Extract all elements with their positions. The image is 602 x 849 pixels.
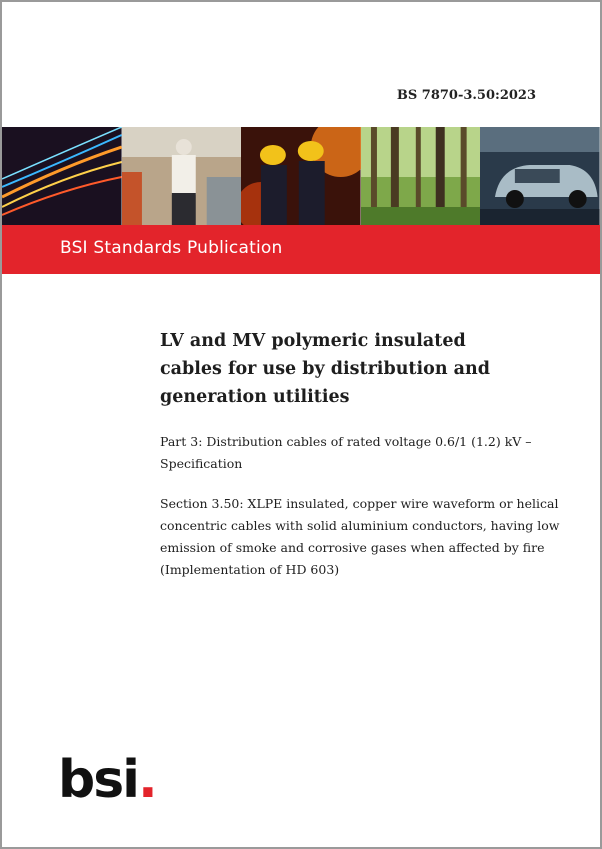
part-line: Specification [160,456,243,471]
part-description [160,431,560,475]
section-line: Section 3.50: XLPE insulated, copper wire waveform or helical [160,496,559,511]
factory-worker-image [122,127,242,225]
section-line: concentric cables with solid aluminium conductors, having low [160,518,560,533]
section-description [160,493,580,581]
part-line: Part 3: Distribution cables of rated voltage 0.6/1 (1.2) kV – [160,434,532,449]
banner-title: BSI Standards Publication [60,238,283,258]
light-trails-image [2,127,122,225]
title-line: cables for use by distribution and [160,359,490,379]
standard-number: BS 7870-3.50:2023 [396,88,536,103]
photo-strip [2,127,600,225]
publication-banner [2,225,600,274]
firefighters-image [241,127,361,225]
title-line: LV and MV polymeric insulated [160,331,466,351]
bsi-logo [58,750,156,810]
forest-image [361,127,481,225]
section-line: (Implementation of HD 603) [160,562,340,577]
section-line: emission of smoke and corrosive gases when affected by fire [160,540,545,555]
bsi-logo-dot: . [138,750,156,810]
car-production-line-image [480,127,600,225]
document-title [160,327,560,411]
title-line: generation utilities [160,387,350,407]
bsi-logo-text: bsi [58,750,138,810]
